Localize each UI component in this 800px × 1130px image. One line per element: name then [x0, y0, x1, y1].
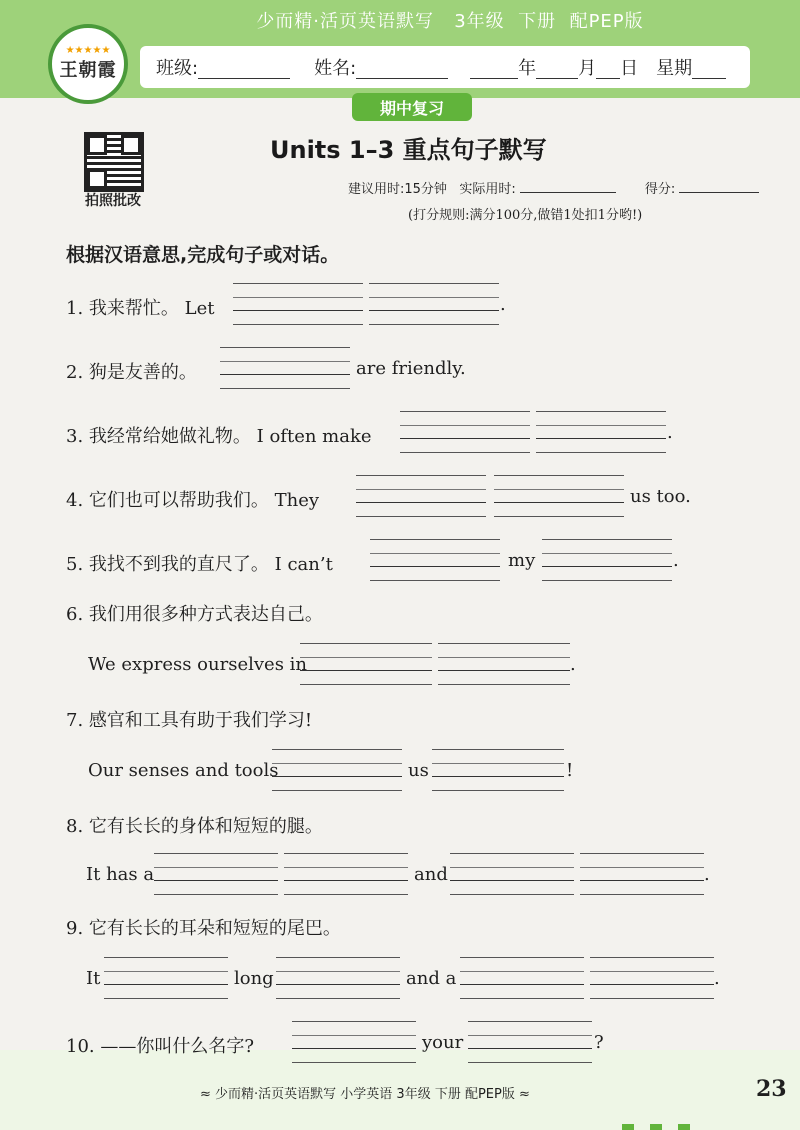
- day-field[interactable]: [596, 56, 620, 79]
- decorative-square: [622, 1124, 634, 1130]
- logo-text: 王朝霞: [59, 60, 117, 81]
- weekday-label: 星期: [656, 58, 693, 79]
- question-cn: 5. 我找不到我的直尺了。: [66, 554, 269, 575]
- question-en: It: [86, 968, 101, 989]
- question-cn: 7. 感官和工具有助于我们学习!: [66, 710, 313, 731]
- question-cn: 2. 狗是友善的。: [66, 362, 197, 383]
- question-cn: 4. 它们也可以帮助我们。: [66, 490, 269, 511]
- class-label: 班级:: [156, 58, 199, 79]
- section-tab: 期中复习: [352, 93, 472, 121]
- answer-line[interactable]: [300, 643, 432, 685]
- question-7: [66, 706, 312, 732]
- edition: 配PEP版: [569, 11, 644, 32]
- page-number: 23: [756, 1076, 787, 1102]
- instruction: 根据汉语意思,完成句子或对话。: [66, 244, 340, 266]
- answer-line[interactable]: [450, 853, 574, 895]
- question-en: Let: [184, 298, 215, 319]
- actual-time-label: 实际用时:: [459, 182, 516, 197]
- score-label: 得分:: [644, 182, 676, 197]
- actual-time-field[interactable]: [520, 192, 616, 193]
- question-en: I often make: [256, 426, 372, 447]
- score-field[interactable]: [679, 192, 759, 193]
- question-en: long: [234, 968, 274, 989]
- answer-line[interactable]: [369, 283, 499, 325]
- answer-line[interactable]: [494, 475, 624, 517]
- question-1: [66, 294, 214, 320]
- answer-line[interactable]: [154, 853, 278, 895]
- question-cn: 10. ——你叫什么名字?: [66, 1036, 254, 1057]
- answer-line[interactable]: [104, 957, 228, 999]
- answer-line[interactable]: [400, 411, 530, 453]
- star-icon: ★★★★★: [65, 45, 111, 56]
- question-en: .: [714, 968, 720, 989]
- answer-line[interactable]: [542, 539, 672, 581]
- answer-line[interactable]: [468, 1021, 592, 1063]
- question-cn: 1. 我来帮忙。: [66, 298, 179, 319]
- publisher-logo: [48, 24, 128, 104]
- answer-line[interactable]: [356, 475, 486, 517]
- question-en: .: [500, 294, 506, 315]
- question-en: It has a: [86, 864, 155, 885]
- question-en: us: [408, 760, 429, 781]
- grade: 3年级: [454, 11, 505, 32]
- weekday-field[interactable]: [692, 56, 726, 79]
- answer-line[interactable]: [536, 411, 666, 453]
- scoring-rule: (打分规则:满分100分,做错1处扣1分哟!): [408, 208, 643, 223]
- timing-line: [348, 178, 759, 197]
- month-field[interactable]: [536, 56, 578, 79]
- question-en: We express ourselves in: [88, 654, 307, 675]
- answer-line[interactable]: [284, 853, 408, 895]
- page-title: Units 1–3 重点句子默写: [270, 136, 547, 164]
- question-cn: 3. 我经常给她做礼物。: [66, 426, 251, 447]
- series-strip: [210, 0, 690, 40]
- decorative-square: [678, 1124, 690, 1130]
- answer-line[interactable]: [580, 853, 704, 895]
- question-en: .: [570, 654, 576, 675]
- question-cn: 9. 它有长长的耳朵和短短的尾巴。: [66, 918, 341, 939]
- question-9: [66, 914, 341, 940]
- question-3: [66, 422, 372, 448]
- question-10: [66, 1032, 254, 1058]
- question-8: [66, 812, 323, 838]
- answer-line[interactable]: [460, 957, 584, 999]
- qr-label: 拍照批改: [85, 193, 141, 209]
- question-4: [66, 486, 319, 512]
- decorative-square: [650, 1124, 662, 1130]
- day-label: 日: [620, 58, 639, 79]
- student-info-bar: [140, 46, 750, 88]
- question-en: .: [673, 550, 679, 571]
- question-en: and: [414, 864, 448, 885]
- question-6: [66, 600, 323, 626]
- answer-line[interactable]: [276, 957, 400, 999]
- footer-text: ≈ 少而精·活页英语默写 小学英语 3年级 下册 配PEP版 ≈: [200, 1087, 530, 1102]
- question-cn: 6. 我们用很多种方式表达自己。: [66, 604, 323, 625]
- question-en: my: [508, 550, 536, 571]
- series-title: 少而精·活页英语默写: [256, 11, 435, 32]
- answer-line[interactable]: [370, 539, 500, 581]
- month-label: 月: [578, 58, 597, 79]
- question-en: .: [704, 864, 710, 885]
- answer-line[interactable]: [233, 283, 363, 325]
- question-en: .: [667, 422, 673, 443]
- answer-line[interactable]: [292, 1021, 416, 1063]
- question-en: They: [274, 490, 320, 511]
- question-cn: 8. 它有长长的身体和短短的腿。: [66, 816, 323, 837]
- question-en: I can’t: [274, 554, 333, 575]
- question-en: are friendly.: [356, 358, 466, 379]
- question-en: us too.: [630, 486, 691, 507]
- year-field[interactable]: [470, 56, 518, 79]
- question-en: ?: [594, 1032, 604, 1053]
- term: 下册: [518, 11, 557, 32]
- answer-line[interactable]: [590, 957, 714, 999]
- name-label: 姓名:: [314, 58, 357, 79]
- class-field[interactable]: [198, 56, 290, 79]
- qr-code-icon[interactable]: [84, 132, 144, 192]
- question-2: [66, 358, 197, 384]
- suggested-time: 建议用时:15分钟: [348, 182, 447, 197]
- question-5: [66, 550, 333, 576]
- answer-line[interactable]: [272, 749, 402, 791]
- question-en: Our senses and tools: [88, 760, 279, 781]
- question-en: !: [566, 760, 574, 781]
- answer-line[interactable]: [432, 749, 564, 791]
- question-en: your: [422, 1032, 464, 1053]
- name-field[interactable]: [356, 56, 448, 79]
- answer-line[interactable]: [220, 347, 350, 389]
- answer-line[interactable]: [438, 643, 570, 685]
- question-en: and a: [406, 968, 457, 989]
- year-label: 年: [518, 58, 537, 79]
